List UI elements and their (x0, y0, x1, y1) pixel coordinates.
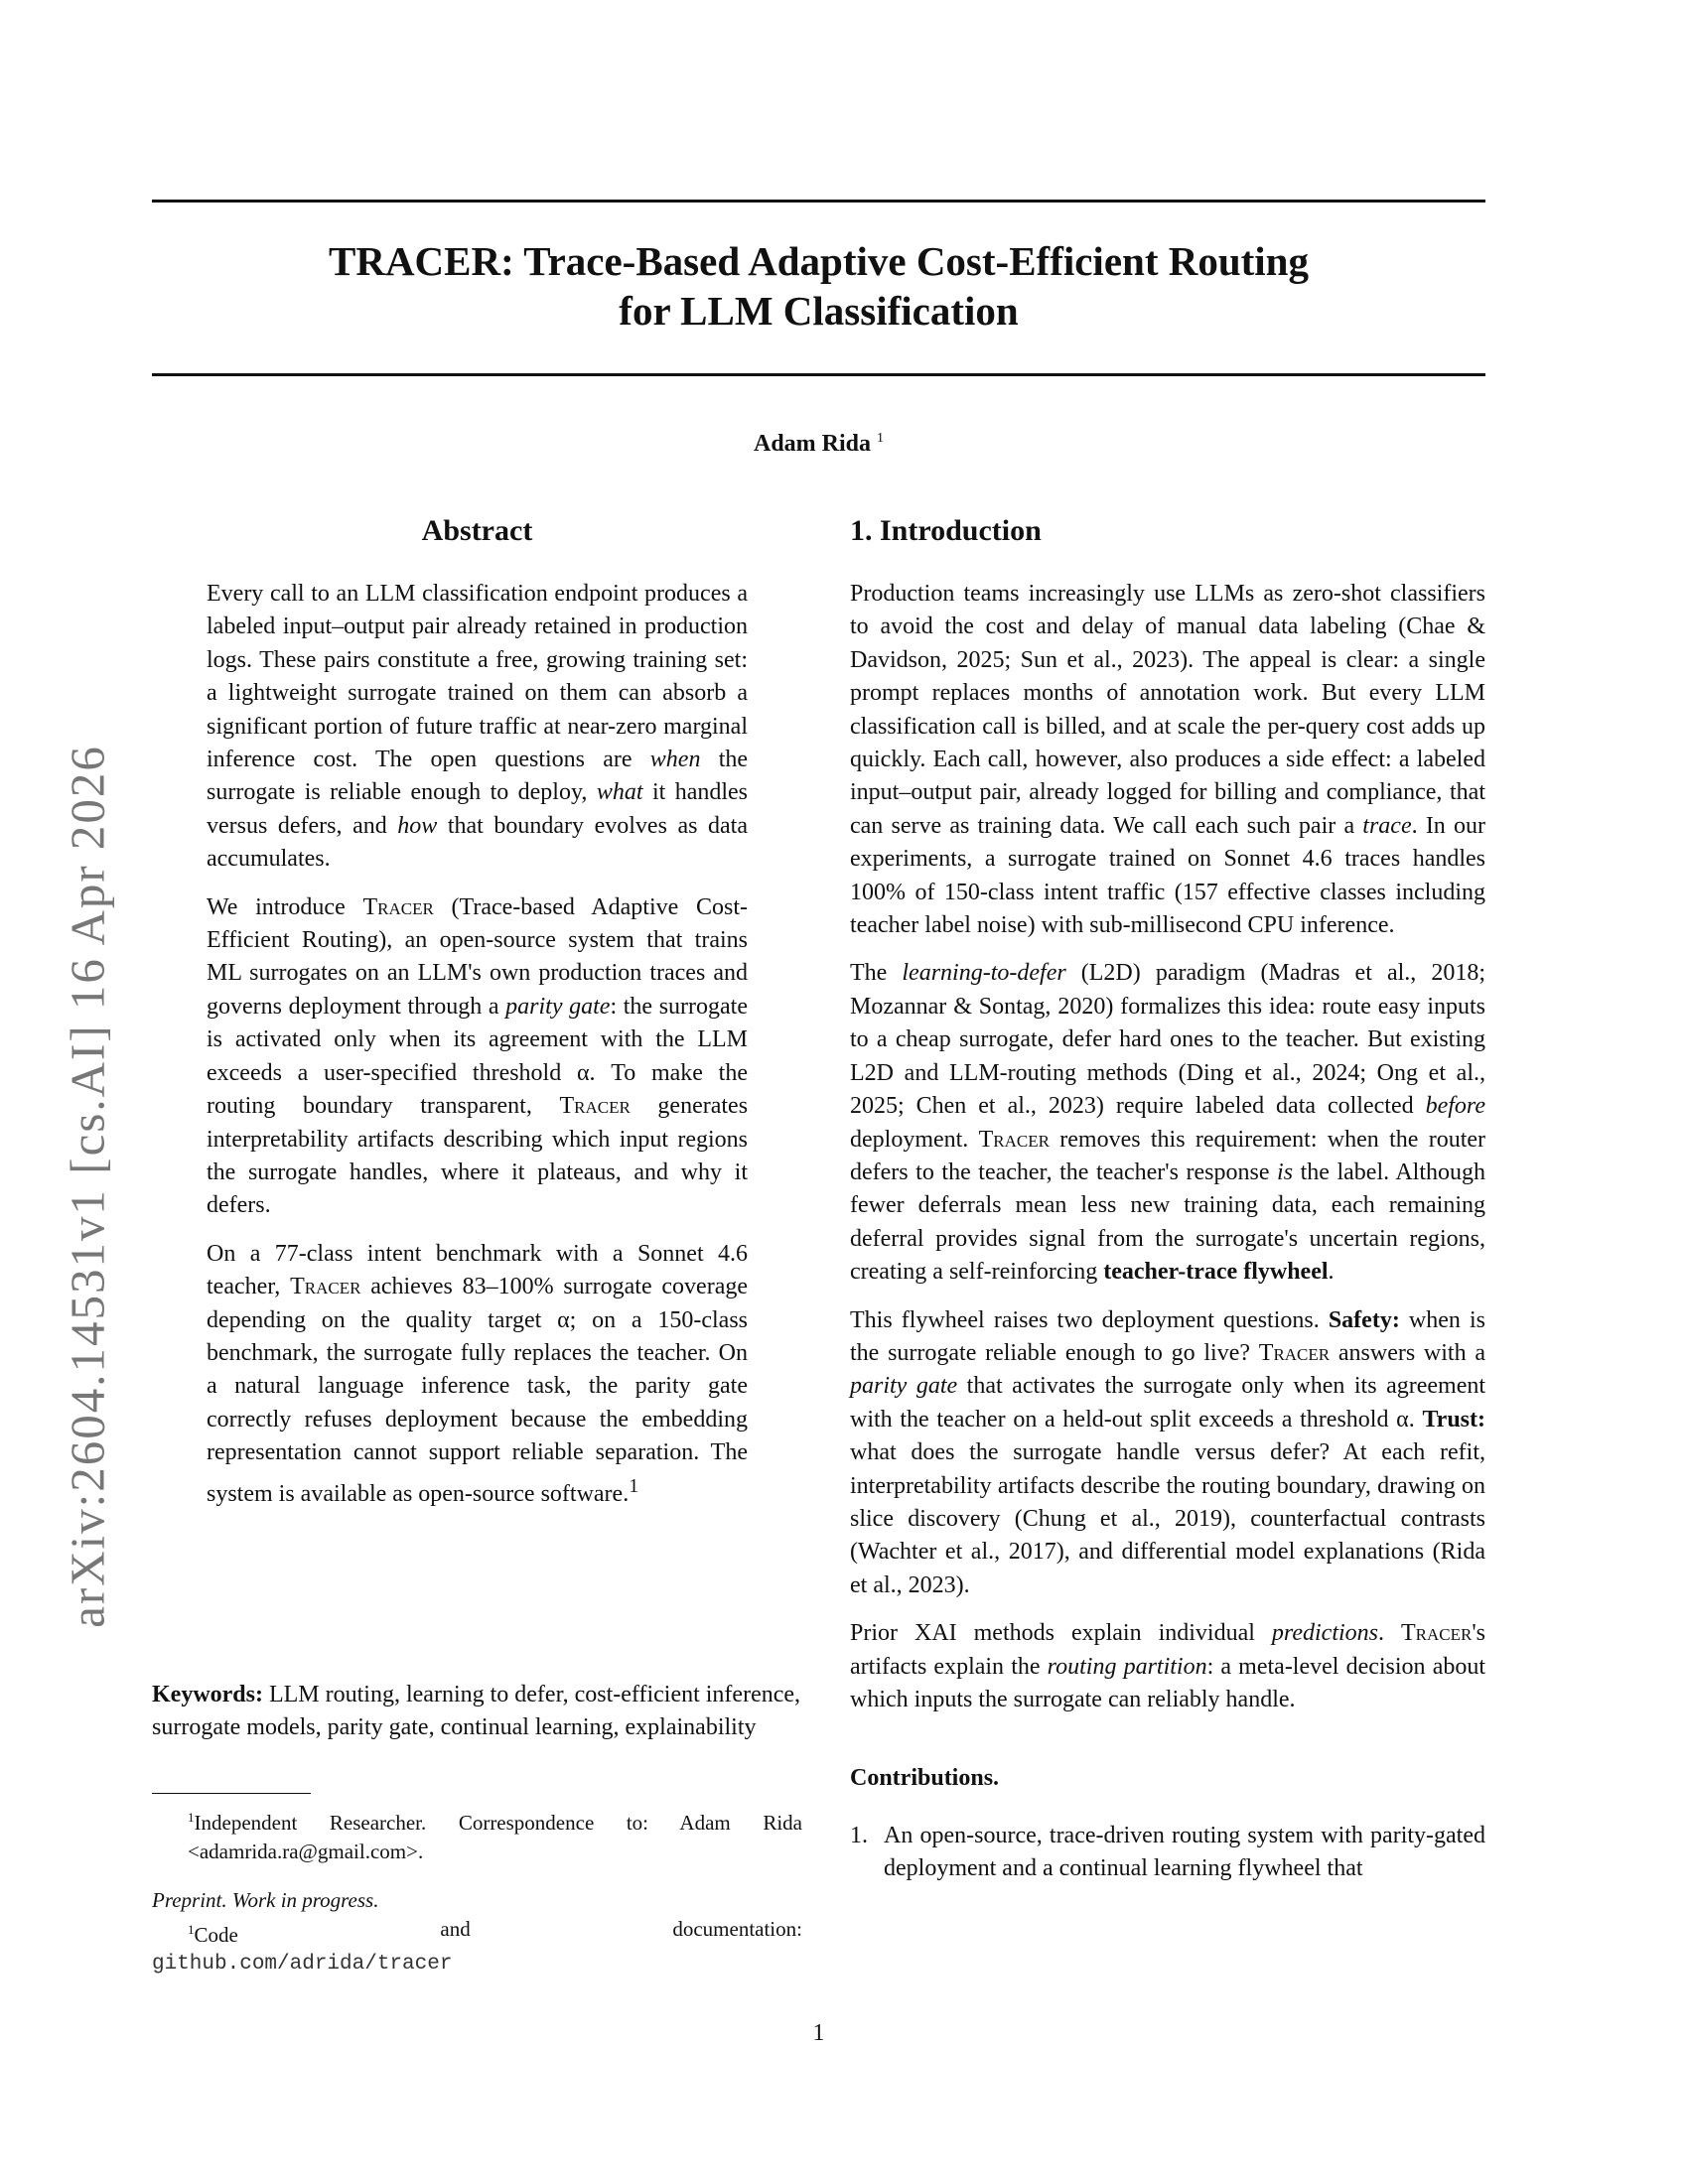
paper-title (152, 236, 1485, 336)
intro-paragraph-4: Prior XAI methods explain individual predictions. Tracer's artifacts explain the routing partition: a meta-level decision about which inputs the surrogate can reliably handle. (850, 1620, 1486, 1712)
author-affiliation-mark: 1 (877, 431, 885, 446)
contributions-heading: Contributions. (850, 1765, 1000, 1792)
keywords (152, 1679, 802, 1745)
title-rule-bottom (152, 373, 1485, 376)
abstract-paragraph-2: We introduce Tracer (Trace-based Adaptive Cost-Efficient Routing), an open-source system that trains ML surrogates on an LLM's own production traces and governs deployment through a parity gate: the surrogate is activated only when its agreement with the LLM exceeds a user-specified threshold α. To make the routing boundary transparent, Tracer generates interpretability artifacts describing which input regions the surrogate handles, where it plateaus, and why it defers. (207, 893, 749, 1219)
title-rule-top (152, 200, 1485, 203)
keywords-list: LLM routing, learning to defer, cost-efficient inference, surrogate models, parity gate, continual learning, explainability (152, 1682, 801, 1741)
abstract-paragraph-1: Every call to an LLM classification endpoint produces a labeled input–output pair already retained in production logs. These pairs constitute a free, growing training set: a lightweight surrogate trained on them can absorb a significant portion of future traffic at near-zero marginal inference cost. The open questions are when the surrogate is reliable enough to deploy, what it handles versus defers, and how that boundary evolves as data accumulates. (207, 581, 749, 873)
intro-paragraph-3: This flywheel raises two deployment questions. Safety: when is the surrogate reliable enough to go live? Tracer answers with a parity gate that activates the surrogate only when its agreement with the teacher on a held-out split exceeds a threshold α. Trust: what does the surrogate handle versus defer? At each refit, interpretability artifacts describe the routing boundary, drawing on slice discovery (Chung et al., 2019), counterfactual contrasts (Wachter et al., 2017), and differential model explanations (Rida et al., 2023). (850, 1306, 1486, 1598)
intro-paragraph-1: Production teams increasingly use LLMs as zero-shot classifiers to avoid the cost and delay of manual data labeling (Chae & Davidson, 2025; Sun et al., 2023). The appeal is clear: a single prompt replaces months of annotation work. But every LLM classification call is billed, and at scale the per-query cost adds up quickly. Each call, however, also produces a side effect: a labeled input–output pair, already logged for billing and compliance, that can serve as training data. We call each such pair a trace. In our experiments, a surrogate trained on Sonnet 4.6 traces handles 100% of 150-class intent traffic (157 effective classes including teacher label noise) with sub-millisecond CPU inference. (850, 581, 1485, 939)
repository-link[interactable]: github.com/adrida/tracer (152, 1953, 453, 1976)
footnote-ref: 1 (629, 1474, 639, 1497)
title-line-1: TRACER: Trace-Based Adaptive Cost-Efficient Routing (328, 238, 1309, 284)
footnote-rule (152, 1793, 311, 1794)
keywords-label: Keywords: (152, 1682, 263, 1707)
footnote-affiliation: $^1$Independent Researcher. Correspondence to: Adam Rida <adamrida.ra@gmail.com>. (188, 1810, 802, 1863)
contribution-item-1: 1. An open-source, trace-driven routing system with parity-gated deployment and a continual learning flywheel that (850, 1822, 1485, 1882)
abstract-body (207, 578, 748, 1526)
abstract-paragraph-3: On a 77-class intent benchmark with a Sonnet 4.6 teacher, Tracer achieves 83–100% surrogate coverage depending on the quality target α; on a 150-class benchmark, the surrogate fully replaces the teacher. On a natural language inference task, the parity gate correctly refuses deployment because the embedding representation cannot support reliable separation. The system is available as open-source software.$^1$ (207, 1240, 748, 1507)
arxiv-identifier: arXiv:2604.14531v1 [cs.AI] 16 Apr 2026 (60, 745, 115, 1628)
introduction-body (850, 578, 1485, 1886)
author (152, 431, 1485, 458)
acronym-expansion: Trace-based Adaptive Cost-Efficient Routing (207, 893, 749, 954)
preprint-notice: Preprint. Work in progress. (152, 1888, 379, 1912)
footnotes (152, 1803, 802, 1979)
footnote-code: $^1$Code and documentation: (188, 1917, 802, 1947)
title-line-2: for LLM Classification (619, 288, 1019, 334)
abstract-heading: Abstract (421, 514, 533, 547)
section-heading-introduction: 1. Introduction (850, 514, 1042, 547)
author-name: Adam Rida (753, 431, 872, 457)
page-number: 1 (812, 2020, 825, 2046)
intro-paragraph-2: The learning-to-defer (L2D) paradigm (Madras et al., 2018; Mozannar & Sontag, 2020) formalizes this idea: route easy inputs to a cheap surrogate, defer hard ones to the teacher. But existing L2D and LLM-routing methods (Ding et al., 2024; Ong et al., 2025; Chen et al., 2023) require labeled data collected before deployment. Tracer removes this requirement: when the router defers to the teacher, the teacher's response is the label. Although fewer deferrals mean less new training data, each remaining deferral provides signal from the surrogate's uncertain regions, creating a self-reinforcing teacher-trace flywheel. (850, 960, 1486, 1286)
